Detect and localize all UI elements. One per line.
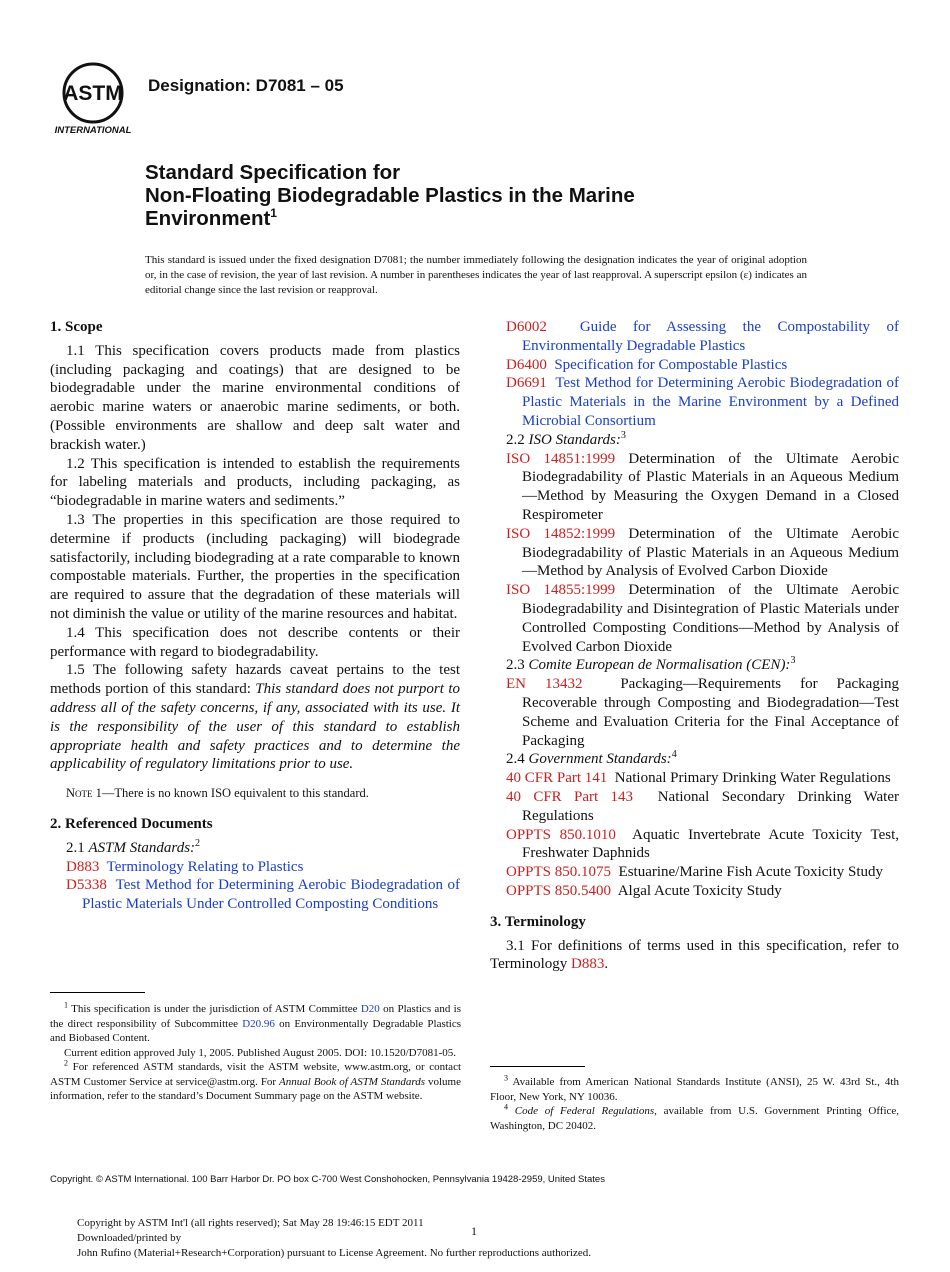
footer-line-1: Copyright by ASTM Int'l (all rights reserved); Sat May 28 19:46:15 EDT 2011 [77, 1217, 424, 1229]
footnote-ref[interactable]: 3 [620, 429, 626, 441]
footnote-text: This specification is under the jurisdiction of ASTM Committee [71, 1003, 361, 1015]
right-column [490, 318, 899, 974]
ref-code[interactable]: D6691 [506, 375, 547, 392]
ref-title[interactable]: Test Method for Determining Aerobic Biodegradation of Plastic Materials in the Marine Environment by a Defined Microbial Consortium [522, 375, 900, 429]
ref-40cfr143[interactable] [506, 788, 899, 826]
subsection-title: Government Standards: [528, 751, 672, 768]
ref-code[interactable]: OPPTS 850.1075 [506, 864, 612, 881]
scope-1-1: 1.1 This specification covers products made from plastics (including packaging and coatings) that are designed to be biodegradable under the marine environmental conditions of aerobic marine waters or anaerobic marine sediments, or both. (Possible environments are shallow and deep salt water and brackish water.) [50, 342, 460, 453]
scope-1-5-text: 1.5 The following safety hazards caveat pertains to the test methods portion of this standard: [50, 662, 460, 698]
download-footer [77, 1216, 591, 1261]
subsection-title: ASTM Standards: [88, 839, 196, 856]
ref-d6400[interactable] [506, 356, 899, 375]
ref-d883[interactable] [66, 858, 460, 877]
note-1 [66, 784, 460, 803]
scope-1-4: 1.4 This specification does not describe contents or their performance with regard to biodegradability. [50, 624, 460, 660]
left-column [50, 318, 460, 914]
footnote-text: on Plastics and is the direct responsibility of Subcommittee [50, 1003, 461, 1030]
footnote-number: 4 [504, 1102, 508, 1112]
footnote-ref[interactable]: 3 [790, 655, 796, 667]
ref-title: Aquatic Invertebrate Acute Toxicity Test, Freshwater Daphnids [522, 826, 899, 862]
gov-standards-heading [490, 750, 899, 769]
section-heading-terminology: 3. Terminology [490, 913, 586, 930]
ref-title: Determination of the Ultimate Aerobic Biodegradability of Plastic Materials in an Aqueous Medium—Method by Analysis of Evolved Carbon Dioxide [522, 525, 899, 580]
copyright-line: Copyright. © ASTM International. 100 Barr Harbor Dr. PO box C-700 West Conshohocken, Pennsylvania 19428-2959, United States [50, 1174, 605, 1185]
subsection-number: 2.2 [506, 431, 529, 448]
ref-iso-14855[interactable] [506, 581, 899, 656]
ref-code[interactable]: D883 [66, 858, 100, 875]
ref-code[interactable]: ISO 14852:1999 [506, 525, 616, 542]
footnote-4 [490, 1104, 899, 1133]
safety-caveat: This standard does not purport to address all of the safety concerns, if any, associated with its use. It is the responsibility of the user of this standard to establish appropriate health and safety practices and to determine the applicability of regulatory limitations prior to use. [50, 681, 460, 773]
document-title [145, 161, 765, 230]
ref-code[interactable]: ISO 14855:1999 [506, 582, 616, 599]
iso-ref-list [506, 450, 899, 657]
subsection-number: 2.3 [506, 657, 529, 674]
footnote-divider-right [490, 1066, 585, 1067]
ref-link-d883[interactable]: D883 [571, 956, 605, 973]
section-heading-referenced: 2. Referenced Documents [50, 815, 213, 832]
astm-ref-list-a [66, 858, 460, 914]
ref-40cfr141[interactable] [506, 769, 899, 788]
intro-text: This standard is issued under the fixed designation D7081; the number immediately following the designation indicates the year of original adoption or, in the case of revision, the year of last revision. A number in parentheses indicates the year of last reapproval. A superscript epsilon (ε) indicates an editorial change since the last revision or reapproval. [145, 254, 807, 296]
ref-code[interactable]: D6002 [506, 319, 547, 335]
footnote-text: , available from U.S. Government Printing Office, Washington, DC 20402. [490, 1105, 900, 1132]
ref-code[interactable]: EN 13432 [506, 676, 583, 693]
ref-en-13432[interactable] [506, 675, 899, 750]
footnote-text: on Environmentally Degradable Plastics and Biobased Content. [50, 1017, 462, 1044]
ref-title: Algal Acute Toxicity Study [617, 882, 782, 899]
note-label: Note [66, 786, 93, 801]
subsection-number: 2.1 [66, 839, 89, 856]
subsection-title: Comite European de Normalisation (CEN): [528, 657, 791, 674]
ref-code[interactable]: D6400 [506, 356, 547, 373]
scope-1-2: 1.2 This specification is intended to establish the requirements for labeling materials and products, including packaging, as “biodegradable in marine waters and sediments.” [50, 455, 460, 510]
ref-d5338[interactable] [66, 876, 460, 914]
ref-title: Determination of the Ultimate Aerobic Biodegradability of Plastic Materials in an Aqueous Medium—Method by Measuring the Oxygen Demand in a Closed Respirometer [522, 450, 899, 523]
ref-title: Packaging—Requirements for Packaging Recoverable through Composting and Biodegradation—Test Scheme and Evaluation Criteria for the Final Acceptance of Packaging [522, 676, 900, 749]
ref-title: National Primary Drinking Water Regulations [614, 770, 891, 787]
footnote-ref[interactable]: 2 [195, 837, 201, 849]
iso-standards-heading [490, 431, 899, 450]
footnote-text: Available from American National Standards Institute (ANSI), 25 W. 43rd St., 4th Floor, New York, NY 10036. [490, 1076, 899, 1103]
subcommittee-link[interactable]: D20.96 [242, 1017, 275, 1030]
title-footnote-ref[interactable]: 1 [270, 206, 277, 221]
designation: Designation: D7081 – 05 [148, 76, 344, 95]
ref-title[interactable]: Specification for Compostable Plastics [554, 356, 788, 373]
title-line-1: Standard Specification for [145, 161, 401, 184]
subsection-number: 2.4 [506, 751, 529, 768]
footnote-ref[interactable]: 4 [671, 749, 677, 761]
title-line-2: Non-Floating Biodegradable Plastics in the Marine [145, 184, 635, 207]
footer-line-3: John Rufino (Material+Research+Corporation) pursuant to License Agreement. No further reproductions authorized. [77, 1247, 591, 1259]
footnote-1-edition: Current edition approved July 1, 2005. Published August 2005. DOI: 10.1520/D7081-05. [64, 1046, 457, 1059]
scope-1-5 [50, 661, 460, 774]
logo-subtext: INTERNATIONAL [54, 125, 132, 136]
ref-code[interactable]: ISO 14851:1999 [506, 450, 616, 467]
footnote-divider-left [50, 992, 145, 993]
ref-oppts-850-1010[interactable] [506, 826, 899, 864]
ref-title: Estuarine/Marine Fish Acute Toxicity Study [618, 864, 884, 881]
section-heading-scope: 1. Scope [50, 319, 103, 335]
cen-standards-heading [490, 656, 899, 675]
ref-code[interactable]: OPPTS 850.1010 [506, 826, 616, 843]
committee-link[interactable]: D20 [360, 1003, 380, 1015]
footnote-text: volume information, refer to the standard’s Document Summary page on the ASTM website. [50, 1075, 461, 1102]
ref-title: Determination of the Ultimate Aerobic Biodegradability and Disintegration of Plastic Materials under Controlled Composting Conditions—Method by Analysis of Evolved Carbon Dioxide [522, 582, 899, 655]
ref-code[interactable]: OPPTS 850.5400 [506, 882, 612, 899]
ref-oppts-850-5400[interactable] [506, 882, 899, 901]
footnote-1 [50, 1002, 461, 1046]
footnotes-left [50, 1002, 461, 1104]
scope-1-3: 1.3 The properties in this specification are those required to determine if products (including packaging) will biodegrade satisfactorily, including biodegrading at a rate comparable to known compostable materials. Further, the properties in the specification are required to assure that the degradation of these materials will not diminish the value or utility of the marine resources and habitat. [50, 511, 460, 622]
footnote-3 [490, 1075, 899, 1104]
title-line-3: Environment [145, 207, 271, 230]
subsection-title: ISO Standards: [528, 431, 621, 448]
ref-code[interactable]: 40 CFR Part 143 [506, 788, 634, 805]
footnote-italic: Code of Federal Regulations [514, 1105, 655, 1117]
astm-standards-heading [50, 839, 460, 858]
note-text: 1—There is no known ISO equivalent to this standard. [92, 786, 369, 801]
ref-oppts-850-1075[interactable] [506, 863, 899, 882]
terminology-text: 3.1 For definitions of terms used in this specification, refer to Terminology [490, 937, 899, 973]
footnote-2 [50, 1060, 461, 1104]
ref-title[interactable]: Guide for Assessing the Compostability of Environmentally Degradable Plastics [522, 319, 899, 354]
footer-line-2: Downloaded/printed by [77, 1232, 182, 1244]
footnote-number: 1 [64, 1000, 68, 1010]
ref-d6691[interactable] [506, 374, 899, 430]
cen-ref-list [506, 675, 899, 750]
ref-code[interactable]: 40 CFR Part 141 [506, 770, 608, 787]
ref-code[interactable]: D5338 [66, 877, 107, 894]
astm-ref-list-b [506, 318, 899, 431]
footnotes-right [490, 1075, 899, 1133]
ref-iso-14852[interactable] [506, 525, 899, 581]
page-number: 1 [471, 1224, 477, 1238]
astm-logo [50, 60, 136, 138]
footnote-number: 2 [64, 1058, 68, 1068]
terminology-3-1 [490, 937, 899, 975]
terminology-period: . [604, 956, 609, 973]
ref-title[interactable]: Test Method for Determining Aerobic Biodegradation of Plastic Materials Under Controlled Composting Conditions [82, 877, 461, 913]
footnote-italic: Annual Book of ASTM Standards [279, 1075, 426, 1088]
footnote-text: For referenced ASTM standards, visit the ASTM website, www.astm.org, or contact ASTM Customer Service at service@astm.org. For [50, 1061, 462, 1088]
ref-title[interactable]: Terminology Relating to Plastics [106, 858, 304, 875]
logo-text: ASTM [63, 82, 123, 105]
ref-d6002[interactable] [506, 318, 899, 356]
ref-iso-14851[interactable] [506, 450, 899, 525]
gov-ref-list [506, 769, 899, 901]
ref-title: National Secondary Drinking Water Regulations [522, 788, 899, 824]
footnote-number: 3 [504, 1073, 508, 1083]
